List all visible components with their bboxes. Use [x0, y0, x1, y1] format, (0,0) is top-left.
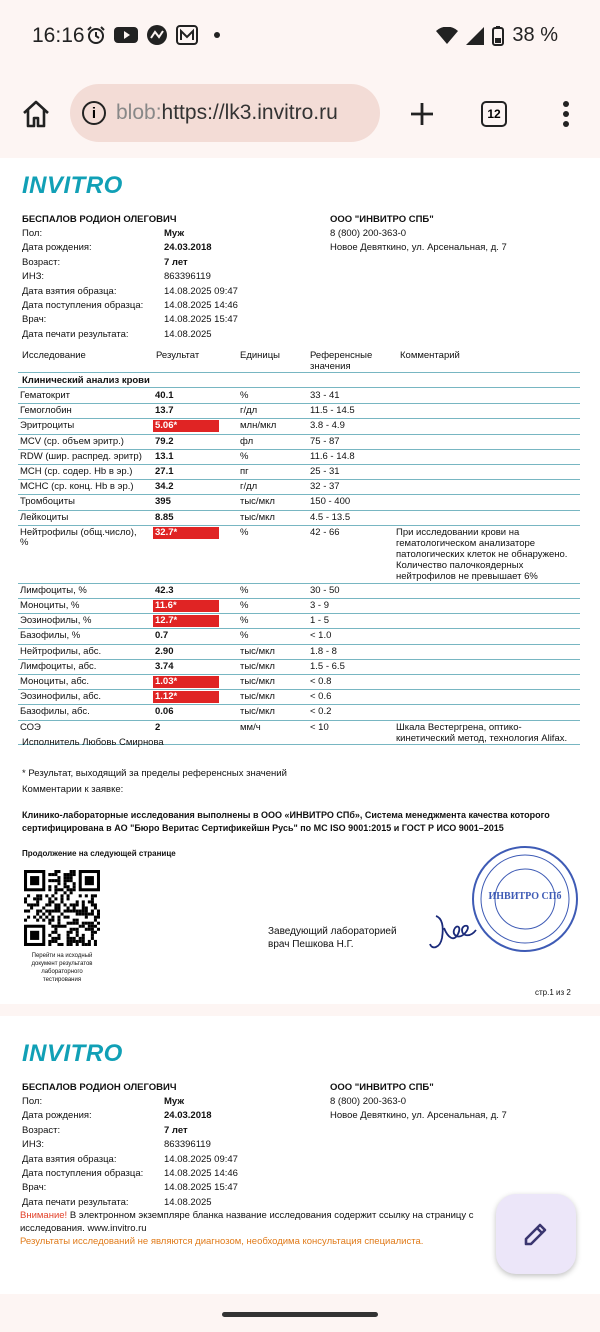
table-row	[0, 599, 600, 614]
patient-field-value: 14.08.2025	[164, 328, 212, 340]
patient-field-label: ИНЗ:	[22, 1139, 45, 1151]
patient-field-value: 24.03.2018	[164, 242, 212, 254]
certification-line-1: Клинико-лабораторные исследования выполнены в ООО «ИНВИТРО СПб», Система менеджмента качества которого	[22, 810, 550, 820]
patient-name: БЕСПАЛОВ РОДИОН ОЛЕГОВИЧ	[22, 1082, 177, 1093]
row-ref: 42 - 66	[310, 526, 340, 538]
row-ref: 32 - 37	[310, 481, 340, 493]
patient-field-value: 14.08.2025 15:47	[164, 1182, 238, 1194]
url-scheme: blob:	[116, 101, 162, 124]
patient-field-value: 24.03.2018	[164, 1110, 212, 1122]
row-unit: тыс/мкл	[240, 496, 275, 508]
row-comment: Шкала Вестергрена, оптико-	[396, 721, 522, 733]
patient-name: БЕСПАЛОВ РОДИОН ОЛЕГОВИЧ	[22, 214, 177, 225]
invitro-logo: INVITRO	[22, 1040, 123, 1067]
url-host: https://lk3.invitro.ru	[161, 101, 338, 124]
lab-stamp	[470, 844, 580, 954]
signal-icon	[466, 27, 484, 45]
row-result: 0.06	[155, 706, 174, 718]
browser-toolbar	[0, 74, 600, 156]
performer: Исполнитель Любовь Смирнова	[22, 737, 164, 748]
header-result: Результат	[156, 350, 200, 361]
table-row	[0, 404, 600, 419]
header-ref-2: значения	[310, 361, 351, 372]
table-row	[0, 435, 600, 450]
header-ref: Референсные	[310, 350, 373, 361]
row-result: 395	[155, 496, 171, 508]
table-row	[0, 511, 600, 526]
row-name[interactable]: Гематокрит	[20, 390, 71, 401]
row-ref: < 0.8	[310, 676, 332, 687]
row-result: 42.3	[155, 584, 174, 596]
row-ref: 33 - 41	[310, 390, 340, 401]
row-unit: %	[240, 630, 249, 642]
patient-field-label: Пол:	[22, 228, 43, 239]
row-ref: 11.6 - 14.8	[310, 450, 355, 462]
row-unit: %	[240, 615, 249, 627]
notice	[20, 1210, 473, 1221]
divider	[18, 387, 580, 388]
clock: 16:16	[32, 24, 85, 47]
youtube-icon	[114, 26, 138, 44]
row-result: 79.2	[155, 435, 174, 447]
section-title: Клинический анализ крови	[22, 375, 150, 386]
row-unit: млн/мкл	[240, 420, 277, 432]
patient-field-value: 863396119	[164, 271, 211, 283]
row-unit: тыс/мкл	[240, 676, 275, 687]
home-indicator[interactable]	[222, 1312, 378, 1317]
row-name[interactable]: Нейтрофилы (общ.число),	[20, 526, 137, 538]
row-unit: тыс/мкл	[240, 660, 275, 672]
tab-switcher-button[interactable]	[474, 94, 514, 134]
header-units: Единицы	[240, 350, 281, 361]
row-result: 2.90	[155, 645, 174, 657]
edit-fab[interactable]	[496, 1194, 576, 1274]
patient-field-label: Дата поступления образца:	[22, 300, 144, 311]
row-ref: 4.5 - 13.5	[310, 511, 351, 523]
patient-field-label: Врач:	[22, 314, 47, 326]
patient-field-value: 14.08.2025 09:47	[164, 1153, 238, 1165]
row-name[interactable]: MCH (ср. содер. Hb в эр.)	[20, 466, 133, 477]
patient-field-label: Возраст:	[22, 256, 61, 268]
patient-field-label: Дата рождения:	[22, 1110, 92, 1122]
table-row	[0, 629, 600, 644]
row-ref: 150 - 400	[310, 496, 351, 508]
row-name[interactable]: Эозинофилы, %	[20, 615, 92, 627]
table-row	[0, 450, 600, 465]
stamp-text: ИНВИТРО СПб	[488, 891, 562, 902]
row-comment: Количество палочкоядерных	[396, 559, 524, 571]
url-text[interactable]	[116, 101, 338, 125]
patient-field-value: 7 лет	[164, 1124, 188, 1136]
lab-address: Новое Девяткино, ул. Арсенальная, д. 7	[330, 1110, 507, 1121]
qr-code[interactable]	[24, 870, 100, 946]
patient-field-label: Возраст:	[22, 1124, 61, 1136]
row-name[interactable]: Моноциты, %	[20, 600, 80, 611]
home-button[interactable]	[16, 94, 56, 134]
row-name[interactable]: Эритроциты	[20, 420, 75, 432]
menu-button[interactable]	[546, 94, 586, 134]
patient-field-label: Дата поступления образца:	[22, 1168, 144, 1179]
row-ref: < 0.6	[310, 691, 332, 703]
row-unit: тыс/мкл	[240, 645, 275, 657]
table-row	[0, 584, 600, 599]
invitro-logo: INVITRO	[22, 172, 123, 199]
qr-caption-line: документ результатов	[31, 961, 93, 967]
certification-line-2: сертифицирована в АО "Бюро Веритас Сертификейшн Русь" по МС ISO 9001:2015 и ГОСТ Р ИСО 9001–2015	[22, 823, 504, 833]
head-title: Заведующий лабораторией	[268, 926, 397, 937]
table-row	[0, 675, 600, 690]
patient-field-value: 7 лет	[164, 256, 188, 268]
row-result-flagged: 11.6*	[153, 600, 219, 612]
lab-phone: 8 (800) 200-363-0	[330, 1096, 407, 1107]
row-result: 3.74	[155, 660, 174, 672]
pencil-icon	[522, 1220, 550, 1248]
home-icon	[21, 100, 51, 128]
row-name[interactable]: Моноциты, абс.	[20, 676, 90, 687]
row-name[interactable]: Лимфоциты, абс.	[20, 660, 97, 672]
notice-line-2: исследования. www.invitro.ru	[20, 1223, 147, 1234]
header-comment: Комментарий	[400, 350, 460, 361]
patient-field-value: 14.08.2025 14:46	[164, 1168, 238, 1179]
row-result: 2	[155, 721, 161, 733]
row-unit: г/дл	[240, 405, 258, 417]
row-unit: тыс/мкл	[240, 706, 275, 718]
new-tab-button[interactable]	[402, 94, 442, 134]
patient-field-label: Дата взятия образца:	[22, 285, 117, 297]
wifi-icon	[436, 27, 458, 45]
table-row	[0, 660, 600, 675]
notification-icons	[86, 24, 220, 46]
patient-field-label: ИНЗ:	[22, 271, 45, 283]
continued-note: Продолжение на следующей странице	[22, 849, 176, 858]
row-unit: %	[240, 584, 249, 596]
row-result-flagged: 12.7*	[153, 615, 219, 627]
qr-caption-line: Перейти на исходный	[31, 953, 93, 959]
disclaimer: Результаты исследований не являются диагнозом, необходима консультация специалиста.	[20, 1236, 424, 1247]
row-name[interactable]: Базофилы, %	[20, 630, 81, 642]
plus-icon	[409, 101, 435, 127]
qr-caption-line: лабораторного тестирования	[41, 969, 83, 983]
notice-label: Внимание!	[20, 1210, 68, 1221]
row-result: 13.1	[155, 450, 174, 462]
row-ref: < 1.0	[310, 630, 332, 642]
row-name[interactable]: RDW (шир. распред. эритр)	[20, 450, 142, 462]
row-result-flagged: 1.03*	[153, 676, 219, 688]
notice-text: В электронном экземпляре бланка название исследования содержит ссылку на страницу с	[67, 1210, 474, 1221]
app-icon	[146, 24, 168, 46]
row-name[interactable]: Лейкоциты	[20, 511, 69, 523]
site-info-icon[interactable]: i	[82, 101, 106, 125]
row-ref: 1 - 5	[310, 615, 330, 627]
status-bar	[0, 0, 600, 74]
row-name[interactable]: Нейтрофилы, абс.	[20, 645, 102, 657]
row-unit: мм/ч	[240, 721, 261, 733]
table-row	[0, 614, 600, 629]
head-name: врач Пешкова Н.Г.	[268, 939, 354, 950]
row-ref: 25 - 31	[310, 466, 340, 477]
row-name[interactable]: Базофилы, абс.	[20, 706, 90, 718]
row-unit: г/дл	[240, 481, 258, 493]
row-name-cont: %	[20, 536, 29, 548]
more-notifications-dot	[214, 32, 220, 38]
page-number: стр.1 из 2	[535, 988, 571, 997]
patient-field-value: 863396119	[164, 1139, 211, 1151]
row-name[interactable]: Тромбоциты	[20, 496, 75, 508]
row-ref: 3.8 - 4.9	[310, 420, 345, 432]
row-result: 13.7	[155, 405, 174, 417]
row-ref: 30 - 50	[310, 584, 340, 596]
row-result: 34.2	[155, 481, 174, 493]
row-comment: кинетический метод, технология Alifax.	[396, 732, 568, 744]
table-row	[0, 690, 600, 705]
header-study: Исследование	[22, 350, 86, 361]
row-name[interactable]: MCV (ср. объем эритр.)	[20, 435, 124, 447]
row-result-flagged: 1.12*	[153, 691, 219, 703]
row-comment: При исследовании крови на	[396, 526, 520, 538]
row-ref: 3 - 9	[310, 600, 330, 611]
row-name[interactable]: MCHC (ср. конц. Hb в эр.)	[20, 481, 134, 493]
row-name[interactable]: Гемоглобин	[20, 405, 72, 417]
battery-icon	[492, 26, 504, 46]
patient-field-value: Муж	[164, 228, 185, 239]
row-ref: 11.5 - 14.5	[310, 405, 355, 417]
table-row	[0, 465, 600, 480]
row-comment: патологических клеток не обнаружено.	[396, 548, 568, 560]
alarm-icon	[86, 25, 106, 45]
row-result-flagged: 5.06*	[153, 420, 219, 432]
row-unit: тыс/мкл	[240, 511, 275, 523]
patient-field-label: Врач:	[22, 1182, 47, 1194]
table-row	[0, 645, 600, 660]
table-row	[0, 495, 600, 510]
report-page-1	[0, 158, 600, 1004]
row-unit: фл	[240, 435, 254, 447]
patient-field-label: Дата печати результата:	[22, 1196, 129, 1208]
more-vert-icon	[562, 101, 570, 127]
row-name[interactable]: Эозинофилы, абс.	[20, 691, 101, 703]
table-row	[0, 419, 600, 434]
metro-icon	[176, 25, 198, 45]
patient-field-label: Дата рождения:	[22, 242, 92, 254]
row-ref: 1.8 - 8	[310, 645, 337, 657]
patient-field-label: Пол:	[22, 1096, 43, 1107]
lab-name: ООО "ИНВИТРО СПБ"	[330, 1082, 434, 1093]
row-name[interactable]: Лимфоциты, %	[20, 584, 87, 596]
order-comments: Комментарии к заявке:	[22, 784, 124, 795]
row-comment: гематологическом анализаторе	[396, 537, 536, 549]
footnote: * Результат, выходящий за пределы референсных значений	[22, 768, 287, 779]
table-row	[0, 480, 600, 495]
lab-phone: 8 (800) 200-363-0	[330, 228, 407, 239]
row-unit: тыс/мкл	[240, 691, 275, 703]
system-icons	[436, 24, 558, 47]
row-result: 27.1	[155, 466, 174, 477]
row-unit: %	[240, 526, 249, 538]
patient-field-value: 14.08.2025 09:47	[164, 285, 238, 297]
row-unit: пг	[240, 466, 249, 477]
patient-field-value: 14.08.2025	[164, 1196, 212, 1208]
lab-name: ООО "ИНВИТРО СПБ"	[330, 214, 434, 225]
lab-address: Новое Девяткино, ул. Арсенальная, д. 7	[330, 242, 507, 253]
patient-field-label: Дата печати результата:	[22, 328, 129, 340]
row-comment: нейтрофилов не превышает 6%	[396, 570, 538, 582]
patient-field-label: Дата взятия образца:	[22, 1153, 117, 1165]
row-unit: %	[240, 390, 249, 401]
patient-field-value: 14.08.2025 15:47	[164, 314, 238, 326]
patient-field-value: 14.08.2025 14:46	[164, 300, 238, 311]
row-ref: 1.5 - 6.5	[310, 660, 345, 672]
row-ref: < 10	[310, 721, 329, 733]
battery-level: 38 %	[512, 24, 558, 46]
table-row	[0, 705, 600, 720]
qr-caption	[22, 952, 102, 984]
table-row	[0, 526, 600, 584]
row-result: 0.7	[155, 630, 169, 642]
tab-count: 12	[481, 101, 507, 127]
row-ref: < 0.2	[310, 706, 332, 718]
address-bar[interactable]	[70, 84, 380, 142]
row-result-flagged: 32.7*	[153, 527, 219, 539]
table-row	[0, 389, 600, 404]
row-unit: %	[240, 600, 249, 611]
row-ref: 75 - 87	[310, 435, 340, 447]
row-result: 8.85	[155, 511, 174, 523]
patient-field-value: Муж	[164, 1096, 185, 1107]
divider	[18, 372, 580, 373]
row-name[interactable]: СОЭ	[20, 721, 41, 733]
row-unit: %	[240, 450, 249, 462]
row-result: 40.1	[155, 390, 174, 401]
